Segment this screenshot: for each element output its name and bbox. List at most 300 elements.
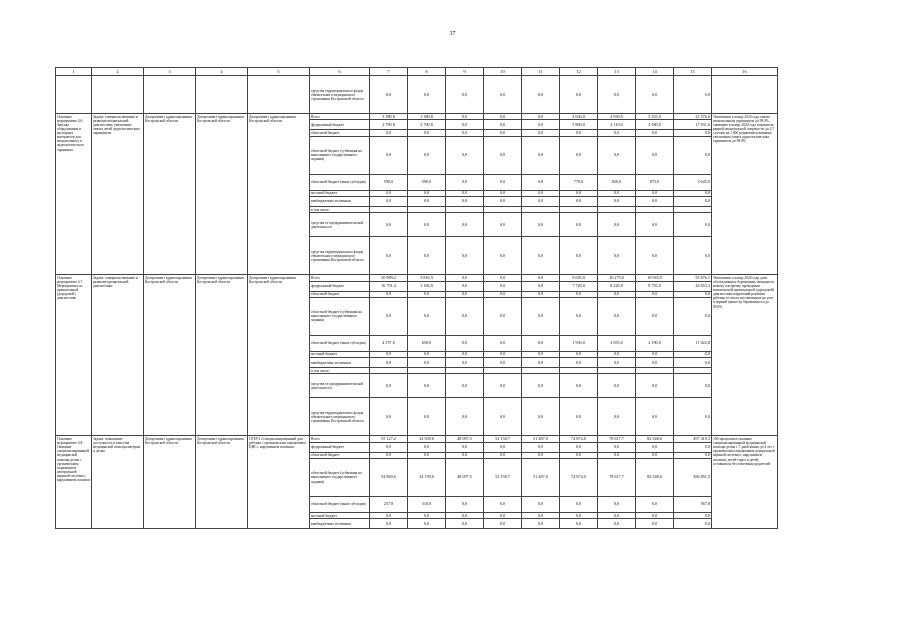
amount-cell: 0,0 [522, 174, 560, 190]
column-number: 12 [560, 68, 598, 76]
amount-cell: 78 617,7 [598, 459, 636, 497]
amount-cell: 48 097,5 [446, 436, 484, 442]
column-number: 10 [484, 68, 522, 76]
amount-cell: 0,0 [522, 136, 560, 174]
amount-cell: 567,8 [674, 497, 712, 513]
amount-cell: 0,0 [560, 197, 598, 207]
amount-cell: 0,0 [408, 374, 446, 398]
amount-cell: 0,0 [484, 213, 522, 237]
amount-cell: 0,0 [674, 519, 712, 529]
funding-source: в том числе: [310, 368, 370, 374]
amount-cell: 0,0 [484, 275, 522, 281]
participant: ОГБУЗ «Специализированный дом ребенка с органическим поражением ЦНС с нарушением психики» [248, 436, 310, 529]
amount-cell: 0,0 [484, 519, 522, 529]
amount-cell: 0,0 [560, 519, 598, 529]
page-number: 37 [449, 31, 456, 37]
amount-cell: 0,0 [446, 335, 484, 351]
amount-cell: 0,0 [408, 197, 446, 207]
amount-cell: 0,0 [560, 190, 598, 196]
amount-cell: 0,0 [560, 452, 598, 458]
amount-cell: 0,0 [484, 130, 522, 136]
amount-cell: 0,0 [598, 76, 636, 114]
amount-cell: 0,0 [408, 513, 446, 519]
amount-cell: 0,0 [598, 136, 636, 174]
amount-cell: 51 487,0 [522, 459, 560, 497]
amount-cell: 0,0 [484, 335, 522, 351]
amount-cell: 78 617,7 [598, 436, 636, 442]
amount-cell: 0,0 [370, 190, 408, 196]
amount-cell: 0,0 [560, 297, 598, 335]
amount-cell: 0,0 [674, 513, 712, 519]
amount-cell: 875,0 [636, 174, 674, 190]
amount-cell: 8 220,0 [598, 281, 636, 291]
funding-source: областной бюджет (иные субсидии) [310, 174, 370, 190]
funding-source: Всего [310, 114, 370, 120]
amount-cell: 0,0 [370, 130, 408, 136]
amount-cell: 0,0 [598, 213, 636, 237]
amount-cell: 770,0 [560, 174, 598, 190]
amount-cell: 0,0 [408, 297, 446, 335]
amount-cell: 0,0 [408, 358, 446, 368]
amount-cell: 0,0 [408, 76, 446, 114]
amount-cell: 0,0 [560, 130, 598, 136]
amount-cell: 0,0 [636, 398, 674, 436]
amount-cell: 0,0 [636, 190, 674, 196]
amount-cell: 0,0 [484, 291, 522, 297]
amount-cell: 0,0 [446, 398, 484, 436]
amount-cell: 650,0 [408, 335, 446, 351]
amount-cell: 0,0 [408, 398, 446, 436]
funding-source: местный бюджет [310, 513, 370, 519]
amount-cell: 0,0 [370, 291, 408, 297]
amount-cell: 0,0 [446, 519, 484, 529]
amount-cell: 0,0 [636, 136, 674, 174]
funding-source: местный бюджет [310, 351, 370, 357]
column-number: 1 [56, 68, 92, 76]
funding-source: федеральный бюджет [310, 281, 370, 291]
amount-cell: 0,0 [446, 442, 484, 452]
amount-cell: 0,0 [484, 374, 522, 398]
column-number: 3 [144, 68, 196, 76]
amount-cell: 497 419,3 [674, 436, 712, 442]
amount-cell: 0,0 [446, 291, 484, 297]
amount-cell: 0,0 [408, 291, 446, 297]
amount-cell: 0,0 [560, 213, 598, 237]
amount-cell: 0,0 [522, 442, 560, 452]
amount-cell: 0,0 [598, 452, 636, 458]
amount-cell: 0,0 [636, 452, 674, 458]
amount-cell: 2 190,0 [636, 335, 674, 351]
funding-source: Всего [310, 436, 370, 442]
funding-source: областной бюджет [310, 452, 370, 458]
empty-cell [196, 76, 248, 114]
column-number: 5 [248, 68, 310, 76]
amount-cell: 0,0 [484, 442, 522, 452]
funding-source: областной бюджет [310, 130, 370, 136]
amount-cell: 0,0 [446, 374, 484, 398]
amount-cell: 0,0 [446, 197, 484, 207]
amount-cell: 0,0 [446, 213, 484, 237]
amount-cell: 0,0 [674, 297, 712, 335]
funding-source: средства территориального фонда обязательного медицинского страхования Костромской области [310, 398, 370, 436]
amount-cell: 0,0 [598, 190, 636, 196]
activity-name: Основное мероприятие 4.7. Мероприятия по пренатальной (дородовой) диагностике [56, 275, 92, 436]
amount-cell: 0,0 [408, 519, 446, 529]
amount-cell: 52 158,7 [484, 436, 522, 442]
amount-cell: 0,0 [636, 442, 674, 452]
amount-cell: 0,0 [446, 120, 484, 130]
amount-cell: 0,0 [674, 237, 712, 275]
amount-cell: 590,0 [408, 174, 446, 190]
amount-cell: 0,0 [522, 297, 560, 335]
funding-source: областной бюджет (иные субсидии) [310, 335, 370, 351]
task-description: Задача: совершенствование и развитие пренатальной диагностики [92, 275, 144, 436]
amount-cell: 0,0 [522, 351, 560, 357]
amount-cell: 0,0 [674, 213, 712, 237]
amount-cell: 17 931,6 [674, 120, 712, 130]
amount-cell: 20 989,2 [370, 275, 408, 281]
amount-cell: 0,0 [370, 213, 408, 237]
amount-cell: 0,0 [560, 136, 598, 174]
participant: Департамент здравоохранения Костромской области [248, 114, 310, 275]
amount-cell: 4 930,0 [598, 114, 636, 120]
amount-cell: 0,0 [408, 130, 446, 136]
amount-cell: 0,0 [598, 398, 636, 436]
amount-cell: 0,0 [522, 452, 560, 458]
amount-cell: 0,0 [522, 335, 560, 351]
empty-cell [92, 76, 144, 114]
amount-cell: 310,0 [408, 497, 446, 513]
expected-result: 100-процентное оказание специализированной медицинской помощи детям с 7 дней жизни до 4 лет с органическим поражением центральной нервной системы с нарушением психики, детей-сирот и детей, оставшихся без попечения родителей [712, 436, 778, 529]
amount-cell: 0,0 [446, 76, 484, 114]
amount-cell: 0,0 [446, 237, 484, 275]
amount-cell: 34 199,6 [408, 459, 446, 497]
co-executor: Департамент здравоохранения Костромской области [196, 114, 248, 275]
funding-source: областной бюджет [310, 291, 370, 297]
amount-cell: 0,0 [636, 130, 674, 136]
amount-cell: 0,0 [370, 452, 408, 458]
funding-source: средства территориального фонда обязательного медицинского страхования Костромской области [310, 76, 370, 114]
amount-cell: 0,0 [484, 114, 522, 120]
amount-cell: 0,0 [408, 351, 446, 357]
amount-cell: 0,0 [408, 136, 446, 174]
amount-cell: 0,0 [370, 513, 408, 519]
amount-cell: 55 676,1 [674, 275, 712, 281]
amount-cell: 0,0 [370, 374, 408, 398]
amount-cell: 0,0 [370, 197, 408, 207]
amount-cell: 0,0 [370, 136, 408, 174]
amount-cell: 0,0 [636, 519, 674, 529]
amount-cell: 21 576,6 [674, 114, 712, 120]
column-number: 16 [712, 68, 778, 76]
funding-source: местный бюджет [310, 190, 370, 196]
amount-cell: 0,0 [522, 213, 560, 237]
amount-cell: 74 874,0 [560, 436, 598, 442]
amount-cell: 0,0 [598, 513, 636, 519]
amount-cell: 0,0 [484, 190, 522, 196]
amount-cell: 0,0 [408, 237, 446, 275]
funding-source: в том числе: [310, 207, 370, 213]
amount-cell: 10 275,0 [598, 275, 636, 281]
funding-source: средства территориального фонда обязательного медицинского страхования Костромской области [310, 237, 370, 275]
amount-cell: 0,0 [636, 497, 674, 513]
funding-source: средства от предпринимательской деятельности [310, 213, 370, 237]
table-row [56, 76, 778, 114]
task-description: Задача: повышение доступности и качества медицинской помощи матерям и детям [92, 436, 144, 529]
amount-cell: 0,0 [674, 76, 712, 114]
amount-cell: 0,0 [636, 297, 674, 335]
co-executor: Департамент здравоохранения Костромской области [196, 436, 248, 529]
amount-cell: 0,0 [522, 281, 560, 291]
amount-cell: 0,0 [598, 497, 636, 513]
amount-cell: 0,0 [598, 442, 636, 452]
amount-cell: 0,0 [446, 136, 484, 174]
amount-cell: 0,0 [446, 190, 484, 196]
amount-cell: 0,0 [674, 398, 712, 436]
amount-cell: 0,0 [674, 452, 712, 458]
participant: Департамент здравоохранения Костромской области [248, 275, 310, 436]
amount-cell: 590,0 [370, 174, 408, 190]
column-number: 2 [92, 68, 144, 76]
amount-cell: 0,0 [636, 237, 674, 275]
table-body [56, 68, 778, 529]
amount-cell: 0,0 [484, 174, 522, 190]
amount-cell: 0,0 [370, 519, 408, 529]
amount-cell: 82 548,6 [636, 436, 674, 442]
amount-cell: 0,0 [560, 291, 598, 297]
amount-cell: 54 869,6 [370, 459, 408, 497]
amount-cell: 0,0 [636, 351, 674, 357]
amount-cell: 0,0 [484, 297, 522, 335]
column-number: 8 [408, 68, 446, 76]
amount-cell: 0,0 [598, 358, 636, 368]
amount-cell: 10 945,0 [636, 275, 674, 281]
amount-cell: 0,0 [636, 374, 674, 398]
amount-cell: 0,0 [560, 513, 598, 519]
amount-cell: 3 380,8 [408, 114, 446, 120]
amount-cell: 0,0 [522, 374, 560, 398]
funding-source: федеральный бюджет [310, 120, 370, 130]
amount-cell: 0,0 [446, 351, 484, 357]
funding-source: областной бюджет (субвенция на выполнение государственного задания) [310, 136, 370, 174]
amount-cell: 0,0 [522, 237, 560, 275]
column-number: 13 [598, 68, 636, 76]
amount-cell: 0,0 [598, 297, 636, 335]
amount-cell: 0,0 [446, 452, 484, 458]
funding-source: Всего [310, 275, 370, 281]
amount-cell: 4 110,0 [598, 120, 636, 130]
amount-cell: 0,0 [560, 351, 598, 357]
amount-cell: 0,0 [636, 197, 674, 207]
amount-cell: 0,0 [674, 197, 712, 207]
amount-cell: 9 650,0 [560, 275, 598, 281]
amount-cell: 0,0 [522, 497, 560, 513]
amount-cell: 0,0 [522, 358, 560, 368]
column-number: 11 [522, 68, 560, 76]
amount-cell: 3 166,9 [408, 281, 446, 291]
amount-cell: 0,0 [674, 351, 712, 357]
amount-cell: 0,0 [408, 452, 446, 458]
amount-cell: 0,0 [408, 213, 446, 237]
amount-cell: 0,0 [370, 237, 408, 275]
funding-source: внебюджетные источники [310, 358, 370, 368]
amount-cell: 0,0 [598, 237, 636, 275]
amount-cell: 0,0 [484, 351, 522, 357]
amount-cell: 0,0 [522, 76, 560, 114]
amount-cell: 0,0 [484, 452, 522, 458]
amount-cell: 0,0 [560, 398, 598, 436]
amount-cell: 257,8 [370, 497, 408, 513]
empty-cell [712, 76, 778, 114]
amount-cell: 0,0 [522, 190, 560, 196]
amount-cell: 4 380,0 [636, 120, 674, 130]
amount-cell: 0,0 [446, 497, 484, 513]
amount-cell: 11 022,8 [674, 335, 712, 351]
amount-cell: 0,0 [484, 136, 522, 174]
amount-cell: 0,0 [636, 358, 674, 368]
amount-cell: 3 645,0 [674, 174, 712, 190]
amount-cell: 51 487,0 [522, 436, 560, 442]
amount-cell: 0,0 [484, 497, 522, 513]
amount-cell: 0,0 [522, 291, 560, 297]
funding-source: областной бюджет (субвенция на выполнение государственного задания) [310, 459, 370, 497]
amount-cell: 0,0 [484, 197, 522, 207]
co-executor: Департамент здравоохранения Костромской области [196, 275, 248, 436]
amount-cell: 0,0 [560, 374, 598, 398]
amount-cell: 34 509,6 [408, 436, 446, 442]
amount-cell: 0,0 [484, 120, 522, 130]
amount-cell: 0,0 [370, 76, 408, 114]
amount-cell: 0,0 [446, 513, 484, 519]
activity-name: Основное мероприятие 4.6. Закупка оборудования и расходных материалов для неонатального и аудиологического скрининга [56, 114, 92, 275]
amount-cell: 8 755,0 [636, 281, 674, 291]
amount-cell: 52 158,7 [484, 459, 522, 497]
empty-cell [56, 76, 92, 114]
amount-cell: 0,0 [370, 351, 408, 357]
amount-cell: 0,0 [446, 114, 484, 120]
header-row [56, 68, 778, 76]
amount-cell: 0,0 [560, 442, 598, 452]
funding-source: внебюджетные источники [310, 519, 370, 529]
amount-cell: 1 930,0 [560, 335, 598, 351]
funding-source: средства от предпринимательской деятельности [310, 374, 370, 398]
amount-cell: 0,0 [408, 442, 446, 452]
amount-cell: 0,0 [446, 358, 484, 368]
amount-cell: 0,0 [446, 281, 484, 291]
amount-cell: 0,0 [370, 442, 408, 452]
amount-cell: 0,0 [484, 513, 522, 519]
empty-cell [144, 76, 196, 114]
amount-cell: 0,0 [598, 197, 636, 207]
amount-cell: 5 255,0 [636, 114, 674, 120]
amount-cell: 4 197,8 [370, 335, 408, 351]
amount-cell: 0,0 [522, 114, 560, 120]
amount-cell: 4 630,0 [560, 114, 598, 120]
column-number: 4 [196, 68, 248, 76]
amount-cell: 0,0 [560, 237, 598, 275]
amount-cell: 0,0 [446, 174, 484, 190]
amount-cell: 0,0 [484, 281, 522, 291]
responsible-executor: Департамент здравоохранения Костромской области [144, 275, 196, 436]
responsible-executor: Департамент здравоохранения Костромской области [144, 436, 196, 529]
amount-cell: 0,0 [484, 398, 522, 436]
amount-cell: 0,0 [598, 130, 636, 136]
amount-cell: 0,0 [522, 197, 560, 207]
amount-cell: 0,0 [446, 130, 484, 136]
column-number: 9 [446, 68, 484, 76]
amount-cell: 0,0 [408, 190, 446, 196]
column-number: 7 [370, 68, 408, 76]
amount-cell: 0,0 [370, 358, 408, 368]
amount-cell: 820,0 [598, 174, 636, 190]
amount-cell: 0,0 [560, 76, 598, 114]
amount-cell: 0,0 [446, 275, 484, 281]
amount-cell: 0,0 [674, 291, 712, 297]
amount-cell: 0,0 [598, 291, 636, 297]
amount-cell: 48 097,5 [446, 459, 484, 497]
amount-cell: 0,0 [636, 76, 674, 114]
amount-cell: 0,0 [484, 358, 522, 368]
amount-cell: 0,0 [674, 358, 712, 368]
funding-source: внебюджетные источники [310, 197, 370, 207]
amount-cell: 0,0 [522, 120, 560, 130]
amount-cell: 0,0 [636, 291, 674, 297]
amount-cell: 0,0 [484, 76, 522, 114]
amount-cell: 2 790,8 [408, 120, 446, 130]
column-number: 6 [310, 68, 370, 76]
amount-cell: 74 874,0 [560, 459, 598, 497]
amount-cell: 3 380,8 [370, 114, 408, 120]
amount-cell: 16 791,4 [370, 281, 408, 291]
amount-cell: 0,0 [598, 519, 636, 529]
funding-source: областной бюджет (субвенция на выполнение государственного задания) [310, 297, 370, 335]
amount-cell: 0,0 [598, 351, 636, 357]
amount-cell: 0,0 [674, 374, 712, 398]
amount-cell: 496 851,5 [674, 459, 712, 497]
amount-cell: 0,0 [522, 513, 560, 519]
column-number: 14 [636, 68, 674, 76]
amount-cell: 0,0 [560, 358, 598, 368]
funding-source: областной бюджет (иные субсидии) [310, 497, 370, 513]
amount-cell: 55 127,2 [370, 436, 408, 442]
amount-cell: 2 790,8 [370, 120, 408, 130]
amount-cell: 0,0 [370, 398, 408, 436]
responsible-executor: Департамент здравоохранения Костромской области [144, 114, 196, 275]
amount-cell: 0,0 [674, 442, 712, 452]
amount-cell: 0,0 [636, 213, 674, 237]
task-description: Задача: совершенствование и развитие неонатальной диагностики, увеличение охвата детей аудиологическим скринингом [92, 114, 144, 275]
amount-cell: 7 720,0 [560, 281, 598, 291]
empty-cell [248, 76, 310, 114]
amount-cell: 0,0 [484, 237, 522, 275]
budget-table [55, 67, 778, 529]
amount-cell: 0,0 [370, 297, 408, 335]
expected-result: Увеличение к концу 2020 года доли обследованных беременных женщин по новому алгоритму проведения комплексной пренатальной (дородовой) диагностики нарушений развития ребенка от числа поставленных на учет в первый триместр беременности до 80,0% [712, 275, 778, 436]
amount-cell: 82 548,6 [636, 459, 674, 497]
amount-cell: 3 816,9 [408, 275, 446, 281]
amount-cell: 0,0 [522, 275, 560, 281]
funding-source: федеральный бюджет [310, 442, 370, 452]
amount-cell: 0,0 [522, 130, 560, 136]
amount-cell: 0,0 [674, 130, 712, 136]
amount-cell: 3 860,0 [560, 120, 598, 130]
amount-cell: 0,0 [560, 497, 598, 513]
amount-cell: 0,0 [636, 513, 674, 519]
amount-cell: 0,0 [598, 374, 636, 398]
amount-cell: 0,0 [522, 519, 560, 529]
amount-cell: 2 055,0 [598, 335, 636, 351]
amount-cell: 0,0 [522, 398, 560, 436]
